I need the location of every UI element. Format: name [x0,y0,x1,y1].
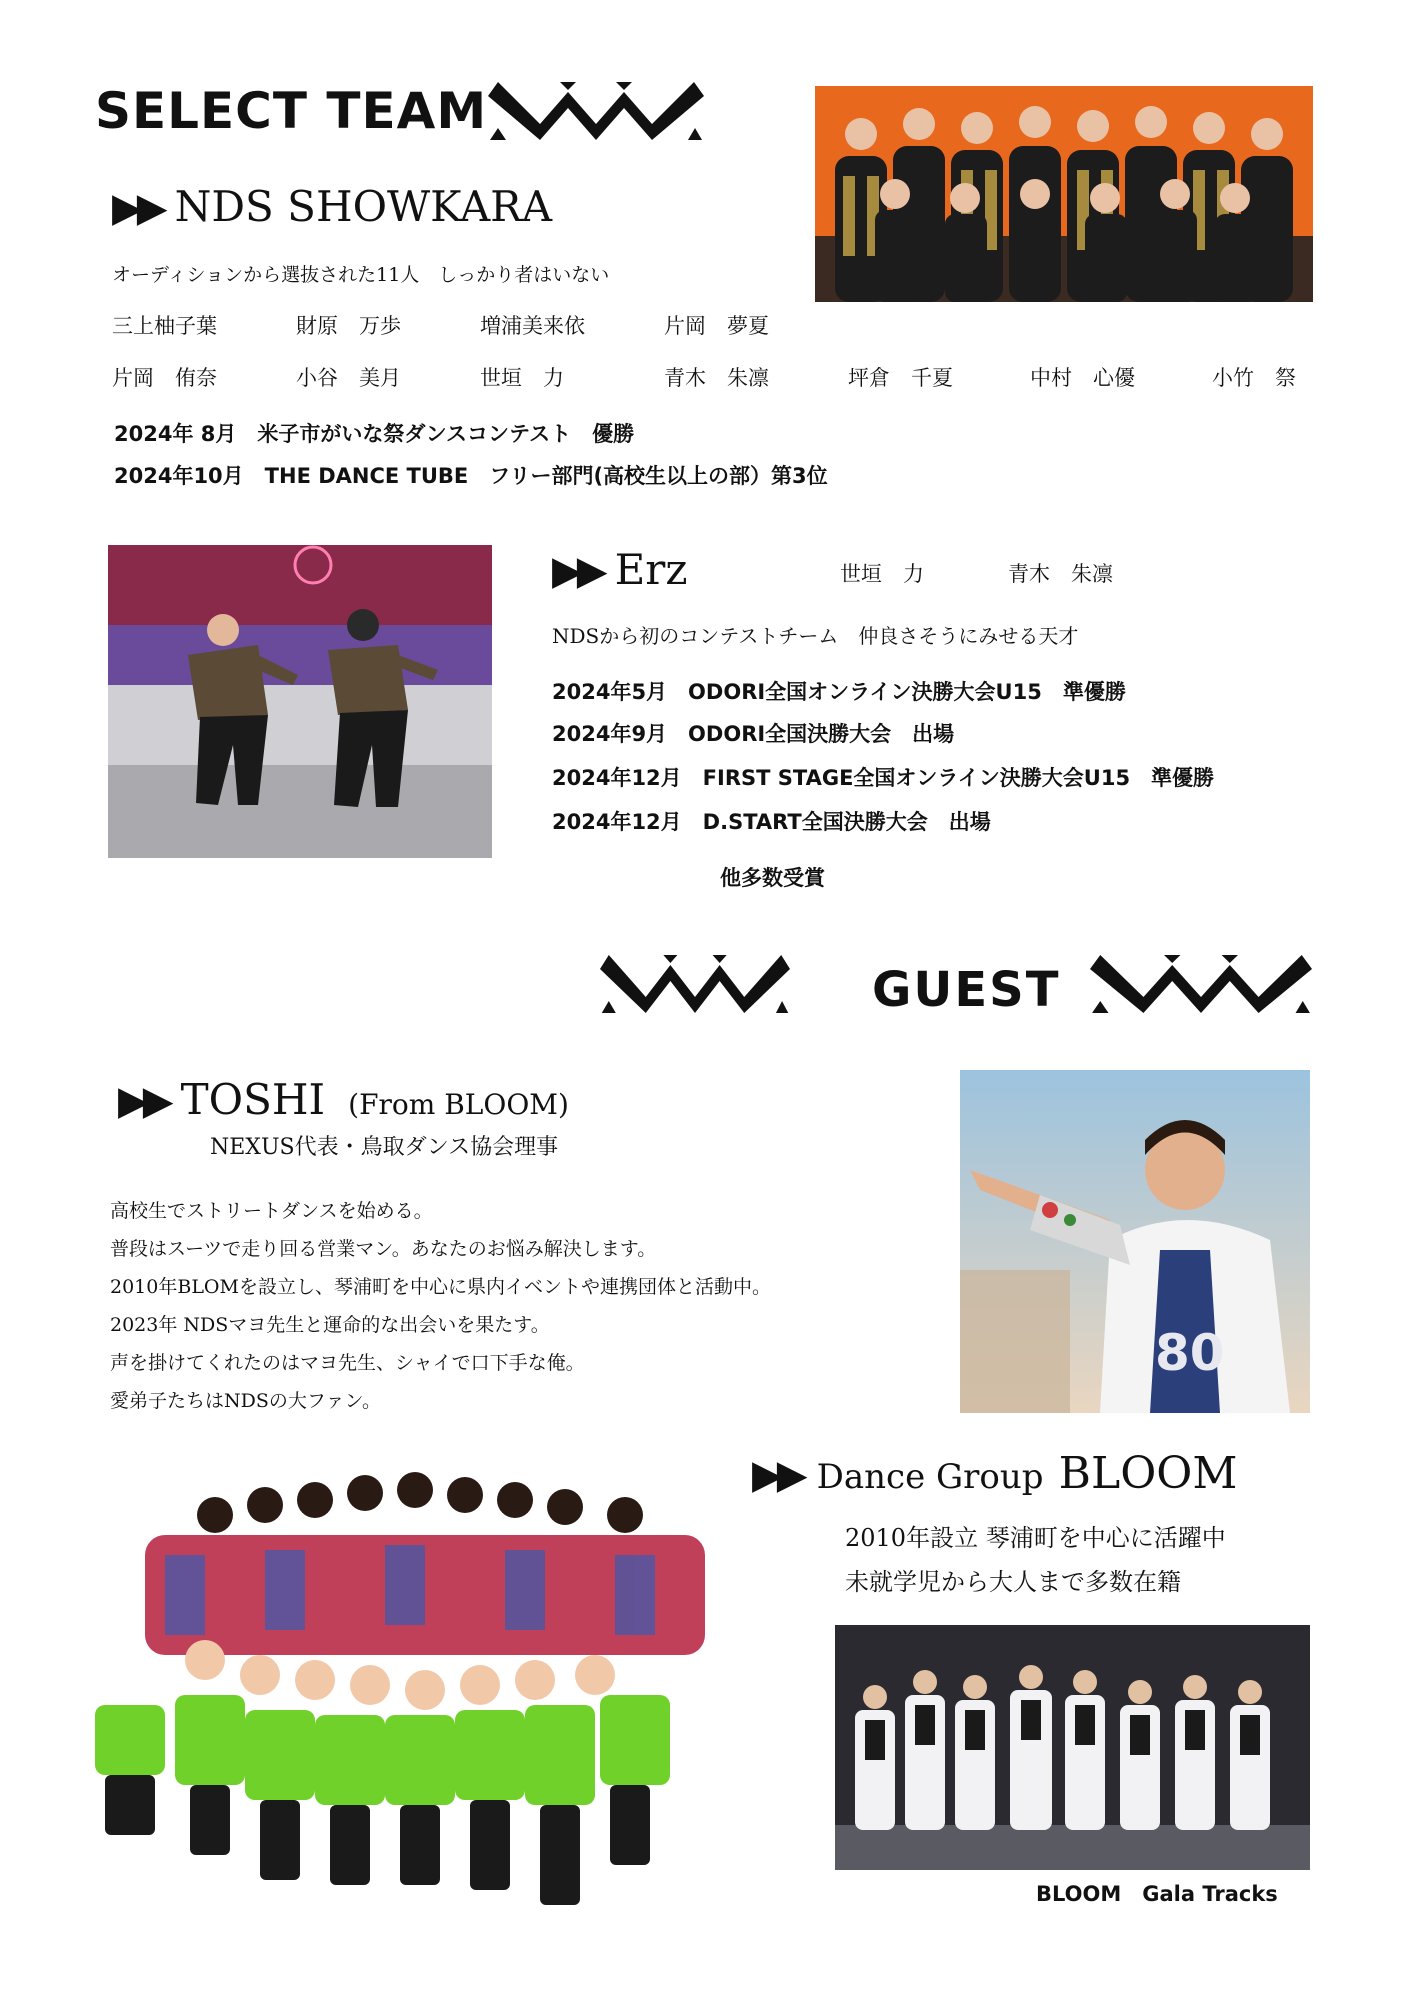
erz-photo [108,545,492,858]
erz-title: Erz [614,545,688,594]
erz-achievement: 2024年9月 ODORI全国決勝大会 出場 [552,722,955,746]
bloom-title-main: BLOOM [1058,1448,1238,1499]
member-name: 片岡 夢夏 [664,314,769,338]
toshi-bio-line: 高校生でストリートダンスを始める。 [110,1200,433,1222]
double-arrow-icon: ▶▶ [112,185,162,231]
erz-achievement: 2024年12月 D.START全国決勝大会 出場 [552,810,991,834]
bloom-photo-caption: BLOOM Gala Tracks [1036,1882,1278,1906]
showkara-description: オーディションから選抜された11人 しっかり者はいない [112,264,610,286]
bloom-group-photo [95,1445,755,1925]
member-name: 小竹 祭 [1212,366,1296,390]
member-name: 片岡 侑奈 [112,366,217,390]
toshi-title: TOSHI [180,1075,326,1124]
double-arrow-icon: ▶▶ [552,548,602,594]
erz-achievement: 2024年12月 FIRST STAGE全国オンライン決勝大会U15 準優勝 [552,766,1215,790]
toshi-role: NEXUS代表・鳥取ダンス協会理事 [210,1135,559,1160]
guest-heading: GUEST [872,962,1061,1018]
bloom-gala-tracks-photo [835,1625,1310,1870]
member-name: 増浦美来依 [480,314,585,338]
member-name: 三上柚子葉 [112,314,217,338]
showkara-achievement: 2024年10月 THE DANCE TUBE フリー部門(高校生以上の部）第3位 [114,464,828,488]
erz-member: 世垣 力 [840,562,924,586]
toshi-bio-line: 愛弟子たちはNDSの大ファン。 [110,1390,381,1412]
erz-achievement: 2024年5月 ODORI全国オンライン決勝大会U15 準優勝 [552,680,1126,704]
zigzag-triangle-icon [600,955,790,1013]
member-name: 世垣 力 [480,366,564,390]
erz-member: 青木 朱凛 [1008,562,1113,586]
member-name: 財原 万歩 [296,314,401,338]
showkara-title: NDS SHOWKARA [174,182,553,231]
double-arrow-icon: ▶▶ [752,1452,802,1498]
zigzag-triangle-icon [488,82,704,140]
erz-other-awards: 他多数受賞 [720,866,825,890]
bloom-line: 未就学児から大人まで多数在籍 [845,1568,1181,1596]
member-name: 中村 心優 [1030,366,1135,390]
member-name: 青木 朱凛 [664,366,769,390]
toshi-bio-line: 普段はスーツで走り回る営業マン。あなたのお悩み解決します。 [110,1238,657,1260]
double-arrow-icon: ▶▶ [118,1078,168,1124]
toshi-bio-line: 声を掛けてくれたのはマヨ先生、シャイで口下手な俺。 [110,1352,585,1374]
svg-text:80: 80 [1155,1324,1225,1382]
member-name: 小谷 美月 [296,366,401,390]
toshi-bio-line: 2023年 NDSマヨ先生と運命的な出会いを果たす。 [110,1314,550,1336]
showkara-achievement: 2024年 8月 米子市がいな祭ダンスコンテスト 優勝 [114,422,635,446]
toshi-from: (From BLOOM) [348,1088,569,1121]
toshi-bio-line: 2010年BLOMを設立し、琴浦町を中心に県内イベントや連携団体と活動中。 [110,1276,771,1298]
nds-showkara-photo [815,86,1313,302]
erz-description: NDSから初のコンテストチーム 仲良さそうにみせる天才 [552,624,1079,648]
bloom-title-prefix: Dance Group [816,1457,1044,1497]
toshi-photo [960,1070,1310,1413]
zigzag-triangle-icon [1090,955,1312,1013]
member-name: 坪倉 千夏 [848,366,953,390]
select-team-heading: SELECT TEAM [95,82,488,140]
bloom-line: 2010年設立 琴浦町を中心に活躍中 [845,1524,1226,1552]
